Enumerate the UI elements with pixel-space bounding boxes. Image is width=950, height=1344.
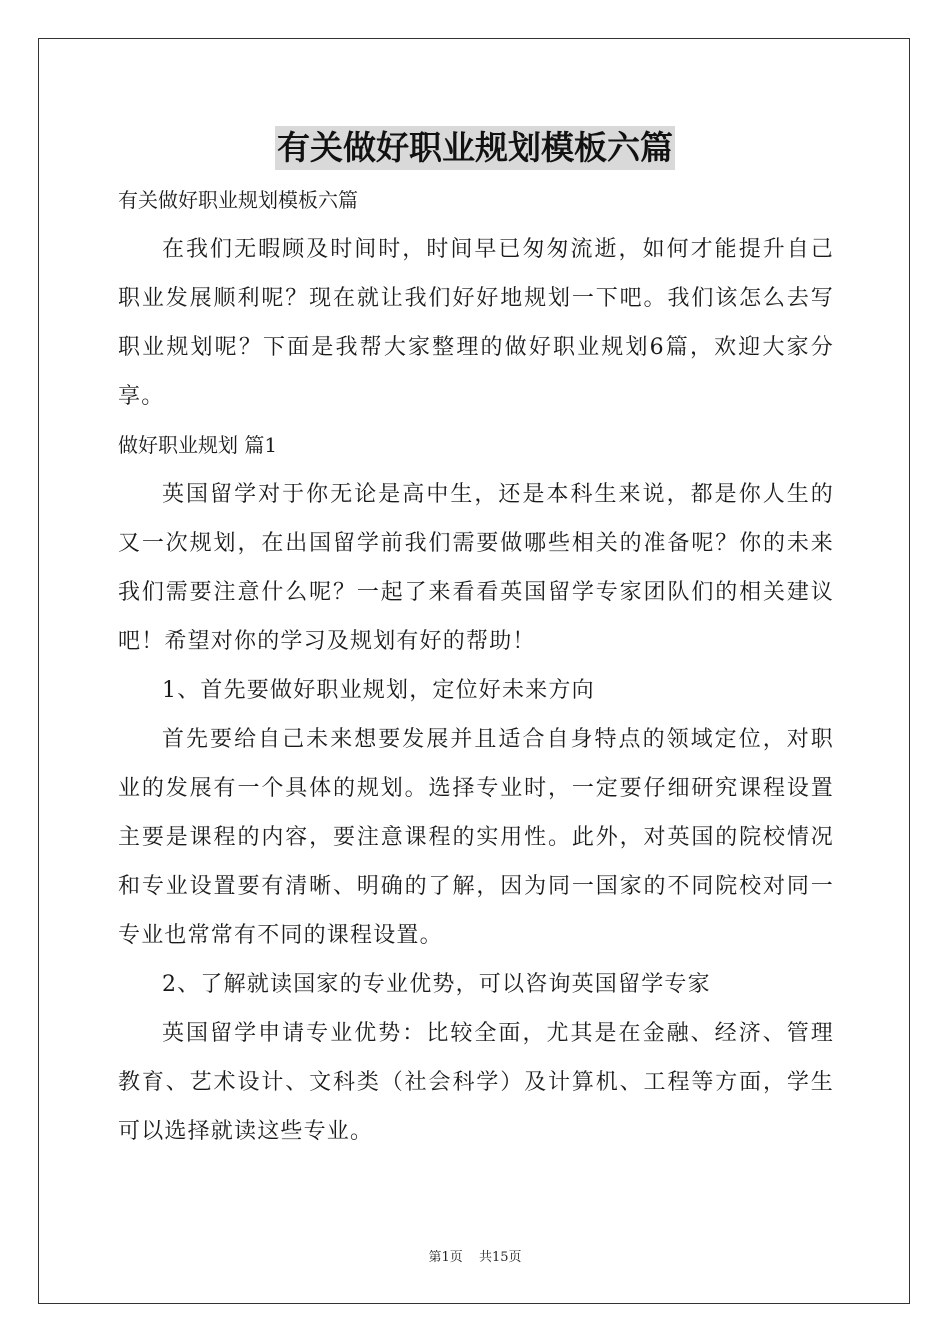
section-heading: 做好职业规划 篇1 (118, 433, 278, 457)
document-body (118, 176, 834, 1156)
page-number: 第1页 (428, 1250, 463, 1265)
document-title: 有关做好职业规划模板六篇 (275, 126, 675, 170)
point-heading: 1、首先要做好职业规划，定位好未来方向 (162, 678, 595, 703)
page-footer (0, 1246, 950, 1265)
section-paragraph: 英国留学对于你无论是高中生，还是本科生来说，都是你人生的又一次规划，在出国留学前我们需要做哪些相关的准备呢？你的未来我们需要注意什么呢？一起了来看看英国留学专家团队们的相关建议吧！希望对你的学习及规划有好的帮助！ (118, 482, 834, 654)
page-total: 共15页 (478, 1250, 522, 1265)
title-container (0, 126, 950, 170)
intro-paragraph: 在我们无暇顾及时间时，时间早已匆匆流逝，如何才能提升自己职业发展顺利呢？现在就让我们好好地规划一下吧。我们该怎么去写职业规划呢？下面是我帮大家整理的做好职业规划6篇，欢迎大家分享。 (118, 237, 834, 409)
document-subtitle: 有关做好职业规划模板六篇 (118, 188, 358, 212)
point-body: 英国留学申请专业优势：比较全面，尤其是在金融、经济、管理教育、艺术设计、文科类（社会科学）及计算机、工程等方面，学生可以选择就读这些专业。 (118, 1021, 834, 1144)
point-body: 首先要给自己未来想要发展并且适合自身特点的领域定位，对职业的发展有一个具体的规划。选择专业时，一定要仔细研究课程设置主要是课程的内容，要注意课程的实用性。此外，对英国的院校情况和专业设置要有清晰、明确的了解，因为同一国家的不同院校对同一专业也常常有不同的课程设置。 (118, 727, 834, 948)
point-heading: 2、了解就读国家的专业优势，可以咨询英国留学专家 (162, 972, 711, 997)
